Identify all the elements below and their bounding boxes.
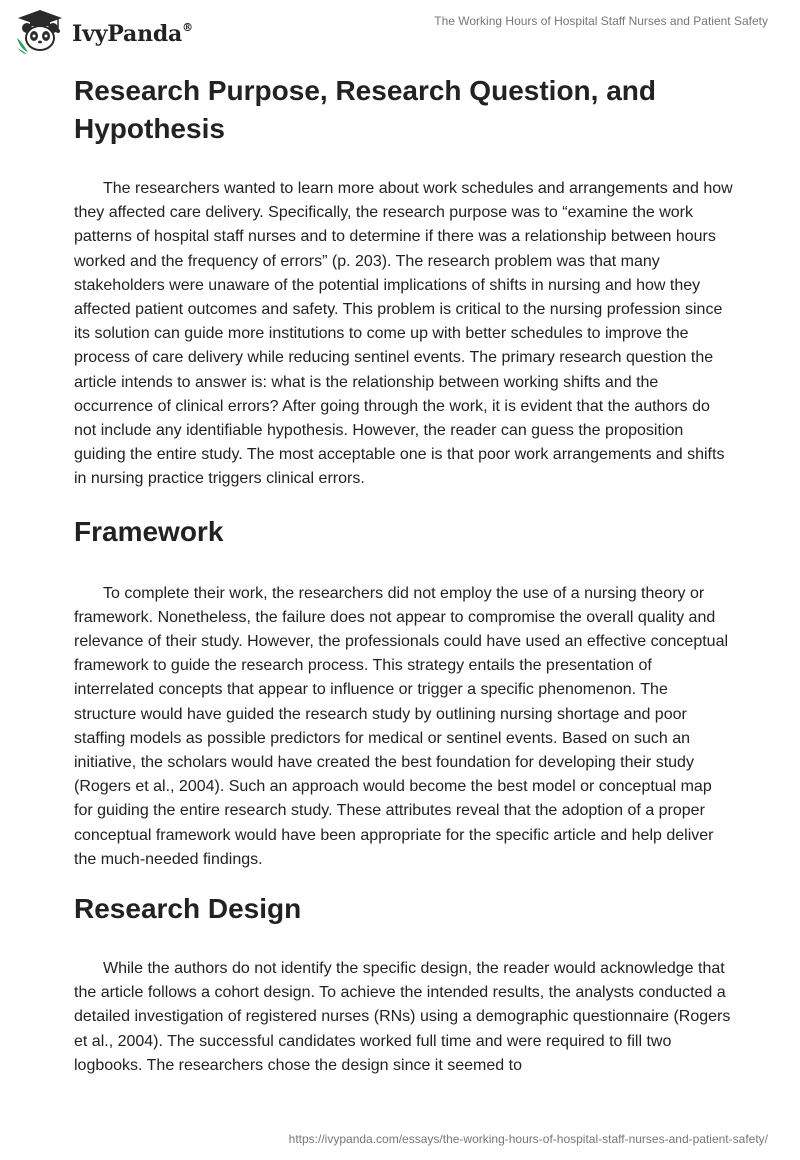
section-paragraph-framework: To complete their work, the researchers did not employ the use of a nursing theory or framework. Nonetheless, the failure does not appear to compromise the overall quality and relevance of their study. However, the professionals could have used an effective conceptual framework to guide the research process. This strategy entails the presentation of interrelated concepts that appear to influence or trigger a specific phenomenon. The structure would have guided the research study by outlining nursing shortage and poor staffing models as possible predictors for medical or sentinel events. Based on such an initiative, the scholars would have created the best foundation for developing their study (Rogers et al., 2004). Such an approach would become the best model or conceptual map for guiding the entire research study. These attributes reveal that the adoption of a proper conceptual framework would have been appropriate for the specific article and help deliver the much-needed findings. [74,584,729,868]
document-title: The Working Hours of Hospital Staff Nurses and Patient Safety [434,14,768,28]
section-heading-design: Research Design [74,893,302,925]
page-header [0,0,800,70]
section-heading-purpose: Research Purpose, Research Question, and Hypothesis [74,75,656,144]
article-content [74,72,734,1078]
brand-name: IvyPanda® [72,20,193,47]
section-paragraph-purpose: The researchers wanted to learn more about work schedules and arrangements and how they affected care delivery. Specifically, the research purpose was to “examine the work patterns of hospital staff nurses and to determine if there was a relationship between hours worked and the frequency of errors” (p. 203). The research problem was that many stakeholders were unaware of the potential implications of shifts in nursing and how they affected patient outcomes and safety. This problem is critical to the nursing profession since its solution can guide more institutions to come up with better schedules to improve the process of care delivery while reducing sentinel events. The primary research question the article intends to answer is: what is the relationship between working shifts and the occurrence of clinical errors? After going through the work, it is evident that the authors do not include any identifiable hypothesis. However, the reader can guess the proposition guiding the entire study. The most acceptable one is that poor work arrangements and shifts in nursing practice triggers clinical errors. [74,180,733,488]
section-heading-framework: Framework [74,515,224,547]
source-url-link[interactable]: https://ivypanda.com/essays/the-working-hours-of-hospital-staff-nurses-and-patient-safety/ [288,1132,768,1146]
section-paragraph-design: While the authors do not identify the specific design, the reader would acknowledge that the article follows a cohort design. To achieve the intended results, the analysts conducted a detailed investigation of registered nurses (RNs) using a demographic questionnaire (Rogers et al., 2004). The successful candidates worked full time and were required to fill two logbooks. The researchers chose the design since it seemed to [74,960,731,1074]
brand-logo[interactable] [14,8,193,56]
panda-graduate-icon [14,8,66,56]
